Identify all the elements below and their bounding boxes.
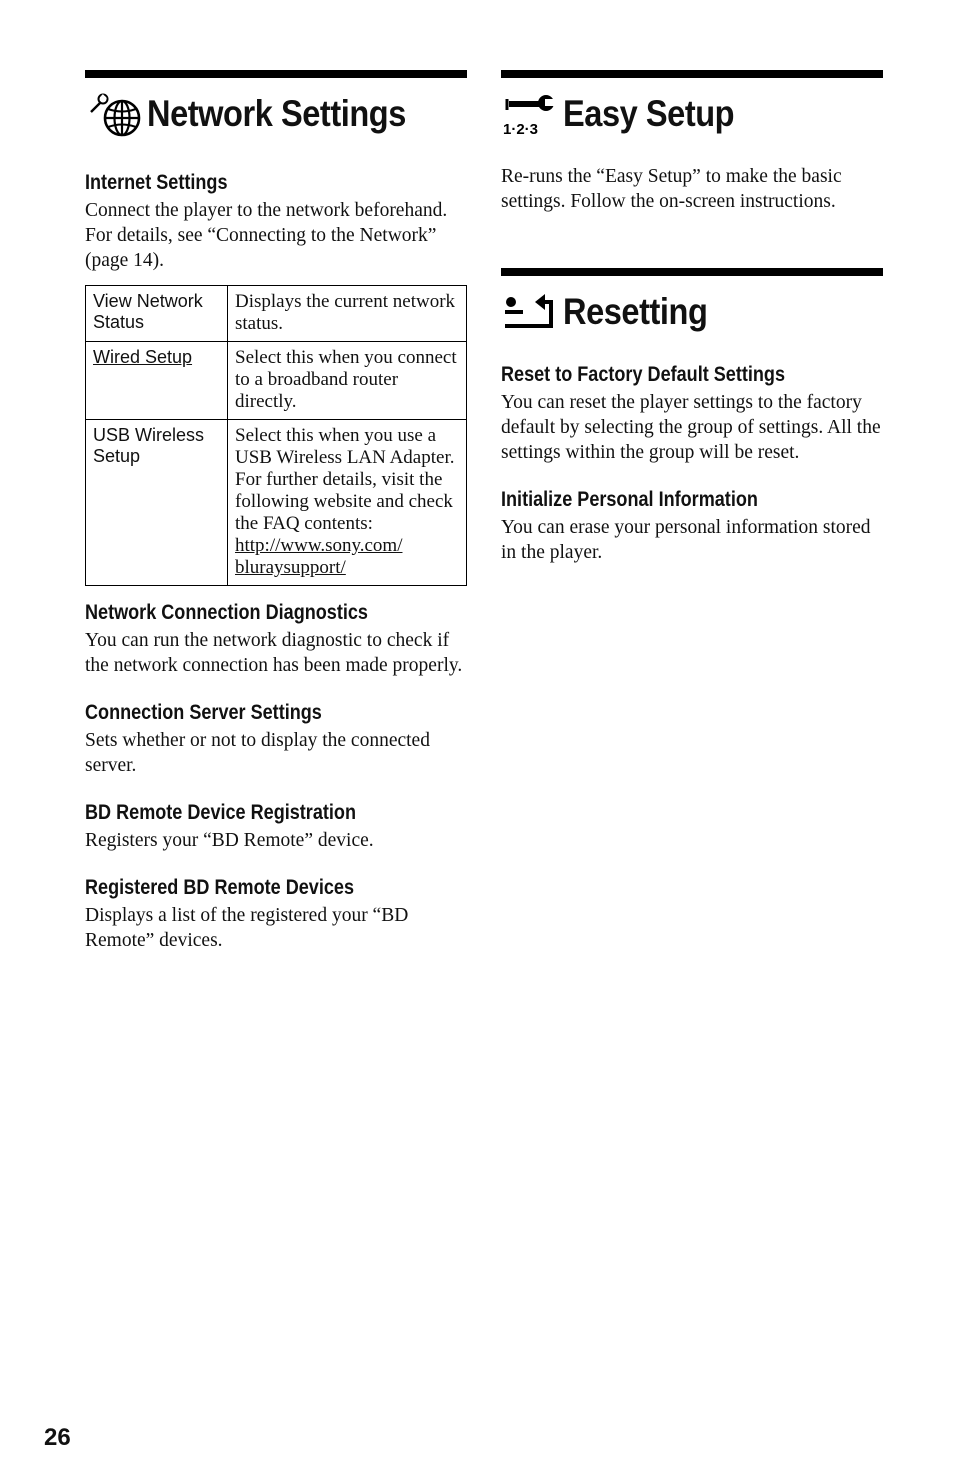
- table-description: Displays the current network status.: [228, 286, 467, 342]
- section-title: Easy Setup: [563, 93, 735, 134]
- personal-info-heading: Initialize Personal Information: [501, 488, 758, 511]
- support-url-link-cont[interactable]: bluraysupport/: [235, 557, 346, 578]
- bd-registration-heading: BD Remote Device Registration: [85, 801, 356, 824]
- internet-settings-heading: Internet Settings: [85, 171, 228, 194]
- network-globe-icon: [85, 90, 147, 138]
- table-row: [86, 420, 467, 586]
- wrench-123-icon: [501, 90, 563, 138]
- table-row: [86, 286, 467, 342]
- table-label-cell: [86, 342, 228, 420]
- easy-setup-section: [501, 70, 883, 214]
- diagnostics-heading: Network Connection Diagnostics: [85, 601, 368, 624]
- wired-setup-link[interactable]: Wired Setup: [93, 347, 193, 367]
- section-title: Resetting: [563, 291, 708, 332]
- table-description: Select this when you use a USB Wireless LAN Adapter.: [235, 425, 455, 468]
- resetting-section: [501, 268, 883, 565]
- easy-setup-header: [501, 70, 883, 140]
- support-url-link[interactable]: http://www.sony.com/: [235, 535, 403, 556]
- easy-setup-text: Re-runs the “Easy Setup” to make the basic settings. Follow the on-screen instructions.: [501, 166, 842, 212]
- right-column: [501, 70, 883, 565]
- bd-registration-text: Registers your “BD Remote” device.: [85, 830, 374, 851]
- factory-reset-heading: Reset to Factory Default Settings: [501, 363, 786, 386]
- server-text: Sets whether or not to display the connected server.: [85, 730, 430, 776]
- table-description-cell: [228, 420, 467, 586]
- diagnostics-text: You can run the network diagnostic to check if the network connection has been made properly.: [85, 630, 463, 676]
- page-number: 26: [44, 1424, 71, 1451]
- resetting-header: [501, 268, 883, 338]
- server-heading: Connection Server Settings: [85, 701, 322, 724]
- table-row: [86, 342, 467, 420]
- internet-settings-table: [85, 285, 467, 586]
- bd-registered-heading: Registered BD Remote Devices: [85, 876, 355, 899]
- network-settings-section: [85, 70, 467, 953]
- reset-arrow-icon: [501, 288, 563, 336]
- table-extra: For further details, visit the following website and check the FAQ contents:: [235, 469, 453, 534]
- network-settings-header: [85, 70, 467, 140]
- wrench-123-label: 1·2·3: [503, 121, 539, 138]
- personal-info-text: You can erase your personal information stored in the player.: [501, 517, 871, 563]
- table-description: Select this when you connect to a broadband router directly.: [228, 342, 467, 420]
- internet-settings-text: Connect the player to the network beforehand. For details, see “Connecting to the Network” (page 14).: [85, 200, 448, 271]
- table-label: USB Wireless Setup: [86, 420, 228, 586]
- table-label: View Network Status: [86, 286, 228, 342]
- factory-reset-text: You can reset the player settings to the factory default by selecting the group of settings. All the settings within the group will be reset.: [501, 392, 881, 463]
- section-title: Network Settings: [147, 93, 406, 134]
- bd-registered-text: Displays a list of the registered your “BD Remote” devices.: [85, 905, 409, 951]
